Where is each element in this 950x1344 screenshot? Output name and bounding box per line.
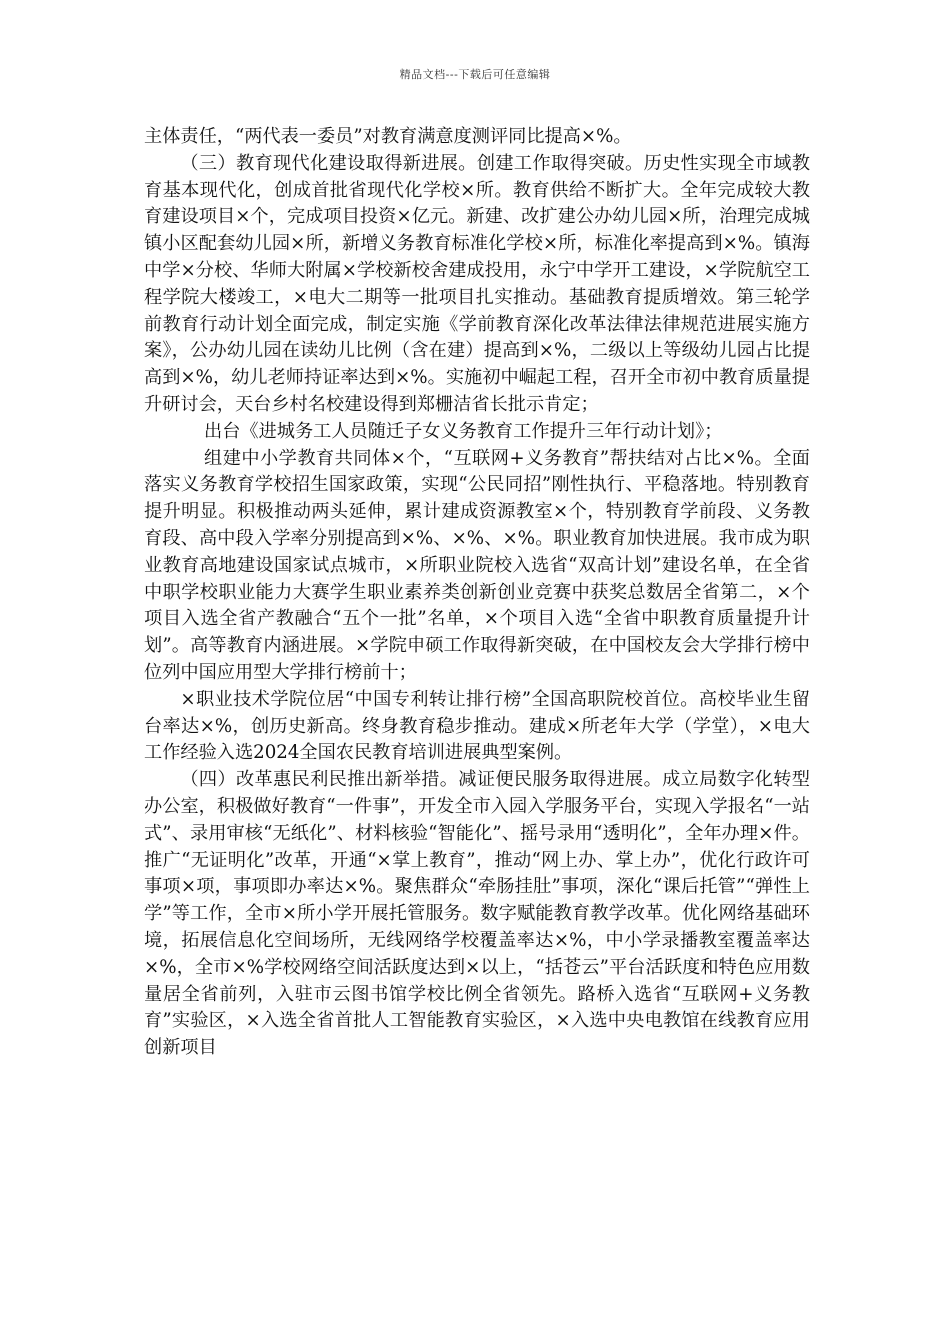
paragraph-vocational-college: ×职业技术学院位居“中国专利转让排行榜”全国高职院校首位。高校毕业生留台率达×%，创历史新高。终身教育稳步推动。建成×所老年大学（学堂），×电大工作经验入选2024全国农民教育培训进展典型案例。 (144, 688, 810, 764)
paragraph-action-plan: 出台《进城务工人员随迁子女义务教育工作提升三年行动计划》； (204, 420, 723, 442)
paragraph-section-three: （三）教育现代化建设取得新进展。创建工作取得突破。历史性实现全市域教育基本现代化，创成首批省现代化学校×所。教育供给不断扩大。全年完成较大教育建设项目×个，完成项目投资×亿元。新建、改扩建公办幼儿园×所，治理完成城镇小区配套幼儿园×所，新增义务教育标准化学校×所，标准化率提高到×%。镇海中学×分校、华师大附属×学校新校舍建成投用，永宁中学开工建设，×学院航空工程学院大楼竣工，×电大二期等一批项目扎实推动。基础教育提质增效。第三轮学前教育行动计划全面完成，制定实施《学前教育深化改革法律法律规范进展实施方案》，公办幼儿园在读幼儿比例（含在建）提高到×%，二级以上等级幼儿园占比提高到×%，幼儿老师持证率达到×%。实施初中崛起工程，召开全市初中教育质量提升研讨会，天台乡村名校建设得到郑栅洁省长批示肯定； (144, 152, 810, 415)
document-body (144, 124, 810, 1062)
page-header: 精品文档---下载后可任意编辑 (399, 68, 551, 81)
paragraph-section-four: （四）改革惠民利民推出新举措。减证便民服务取得进展。成立局数字化转型办公室，积极做好教育“一件事”，开发全市入园入学服务平台，实现入学报名“一站式”、录用审核“无纸化”、材料核验“智能化”、摇号录用“透明化”，全年办理×件。推广“无证明化”改革，开通“×掌上教育”，推动“网上办、掌上办”，优化行政许可事项×项，事项即办率达×%。聚焦群众“牵肠挂肚”事项，深化“课后托管”“弹性上学”等工作，全市×所小学开展托管服务。数字赋能教育教学改革。优化网络基础环境，拓展信息化空间场所，无线网络学校覆盖率达×%，中小学录播教室覆盖率达×%，全市×%学校网络空间活跃度达到×以上，“括苍云”平台活跃度和特色应用数量居全省前列，入驻市云图书馆学校比例全省领先。路桥入选省“互联网+义务教育”实验区，×入选全省首批人工智能教育实验区，×入选中央电教馆在线教育应用创新项目 (144, 769, 810, 1059)
paragraph-continuation: 主体责任，“两代表一委员”对教育满意度测评同比提高×%。 (144, 126, 632, 147)
paragraph-education-community: 组建中小学教育共同体×个，“互联网+义务教育”帮扶结对占比×%。全面落实义务教育学校招生国家政策，实现“公民同招”刚性执行、平稳落地。特别教育提升明显。积极推动两头延伸，累计建成资源教室×个，特别教育学前段、义务教育段、高中段入学率分别提高到×%、×%、×%。职业教育加快进展。我市成为职业教育高地建设国家试点城市，×所职业院校入选省“双高计划”建设名单，在全省中职学校职业能力大赛学生职业素养类创新创业竞赛中获奖总数居全省第二，×个项目入选全省产教融合“五个一批”名单，×个项目入选“全省中职教育质量提升计划”。高等教育内涵进展。×学院申硕工作取得新突破，在中国校友会大学排行榜中位列中国应用型大学排行榜前十； (144, 447, 810, 683)
